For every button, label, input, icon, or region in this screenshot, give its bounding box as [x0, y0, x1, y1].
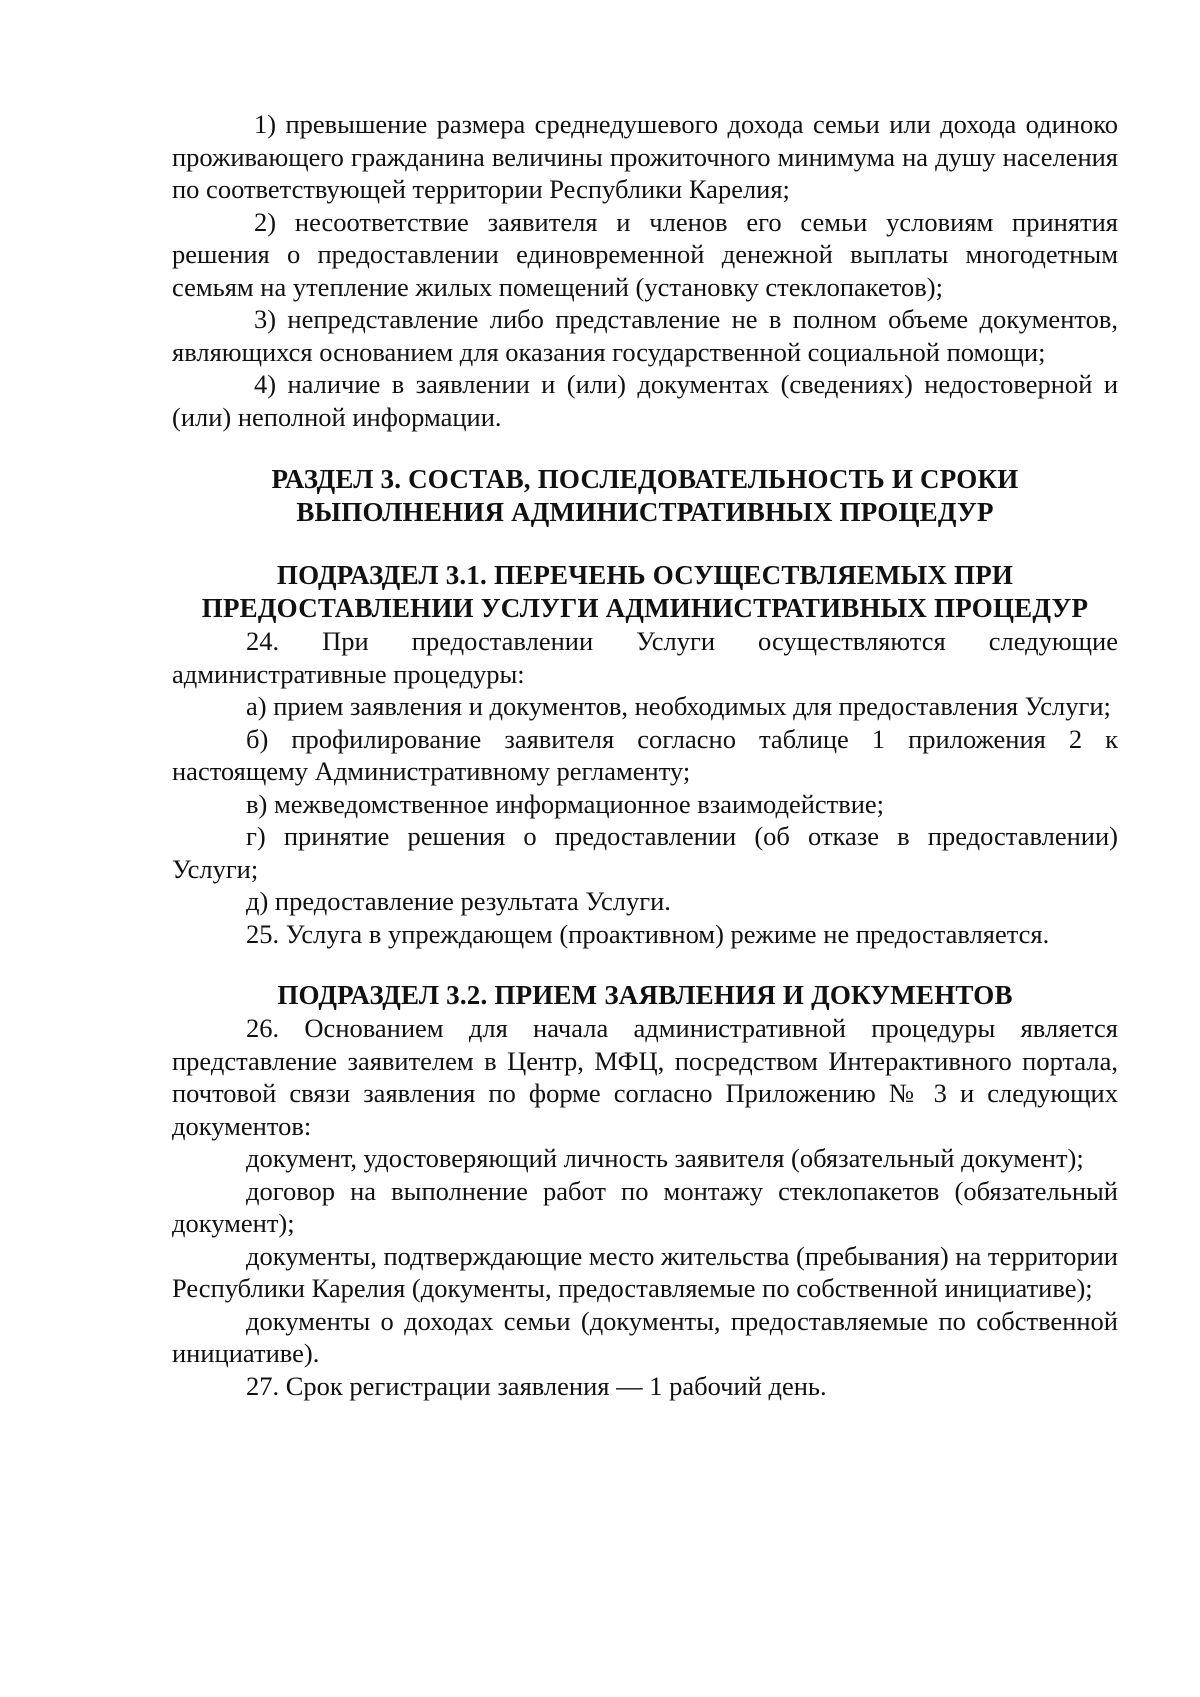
- document-item-income: документы о доходах семьи (документы, предоставляемые по собственной инициативе).: [172, 1305, 1118, 1368]
- refusal-item-1: 1) превышение размера среднедушевого дохода семьи или дохода одиноко проживающего гражданина величины прожиточного минимума на душу населения по соответствующей территории Республики Карелия;: [172, 109, 1118, 204]
- document-item-identity: документ, удостоверяющий личность заявителя (обязательный документ);: [246, 1143, 1084, 1173]
- procedure-c: в) межведомственное информационное взаимодействие;: [246, 788, 885, 819]
- section-3-title-line-2: ВЫПОЛНЕНИЯ АДМИНИСТРАТИВНЫХ ПРОЦЕДУР: [296, 497, 994, 527]
- procedure-b: б) профилирование заявителя согласно таблице 1 приложения 2 к настоящему Административному регламенту;: [172, 723, 1118, 786]
- section-3-title-line-1: РАЗДЕЛ 3. СОСТАВ, ПОСЛЕДОВАТЕЛЬНОСТЬ И СРОКИ: [271, 464, 1019, 494]
- paragraph-26: 26. Основанием для начала административной процедуры является представление заявителем в Центр, МФЦ, посредством Интерактивного портала, почтовой связи заявления по форме согласно Приложению № 3 и следующих документов:: [172, 1013, 1118, 1141]
- subsection-3-1-title-line-1: ПОДРАЗДЕЛ 3.1. ПЕРЕЧЕНЬ ОСУЩЕСТВЛЯЕМЫХ ПРИ: [276, 560, 1014, 590]
- paragraph-24: 24. При предоставлении Услуги осуществляются следующие административные процедуры:: [172, 626, 1118, 689]
- refusal-item-4: 4) наличие в заявлении и (или) документах (сведениях) недостоверной и (или) неполной информации.: [172, 369, 1118, 432]
- document-item-contract: договор на выполнение работ по монтажу стеклопакетов (обязательный документ);: [172, 1175, 1118, 1238]
- subsection-3-1-title: [172, 559, 1118, 625]
- subsection-3-2-title: ПОДРАЗДЕЛ 3.2. ПРИЕМ ЗАЯВЛЕНИЯ И ДОКУМЕНТОВ: [277, 980, 1013, 1010]
- paragraph-25: 25. Услуга в упреждающем (проактивном) режиме не предоставляется.: [246, 918, 1050, 949]
- refusal-item-2: 2) несоответствие заявителя и членов его семьи условиям принятия решения о предоставлении единовременной денежной выплаты многодетным семьям на утепление жилых помещений (установку стеклопакетов);: [172, 206, 1118, 302]
- section-3-title: [172, 463, 1118, 529]
- subsection-3-1-title-line-2: ПРЕДОСТАВЛЕНИИ УСЛУГИ АДМИНИСТРАТИВНЫХ ПРОЦЕДУР: [201, 593, 1089, 623]
- document-item-residence: документы, подтверждающие место жительства (пребывания) на территории Республики Карелия (документы, предоставляемые по собственной инициативе);: [172, 1240, 1118, 1303]
- document-page: [172, 108, 1118, 1402]
- procedure-d: г) принятие решения о предоставлении (об отказе в предоставлении) Услуги;: [172, 821, 1118, 884]
- paragraph-27: 27. Срок регистрации заявления — 1 рабочий день.: [246, 1370, 827, 1401]
- procedure-a: а) прием заявления и документов, необходимых для предоставления Услуги;: [246, 691, 1111, 721]
- refusal-item-3: 3) непредставление либо представление не в полном объеме документов, являющихся основанием для оказания государственной социальной помощи;: [172, 304, 1118, 367]
- procedure-e: д) предоставление результата Услуги.: [246, 886, 671, 916]
